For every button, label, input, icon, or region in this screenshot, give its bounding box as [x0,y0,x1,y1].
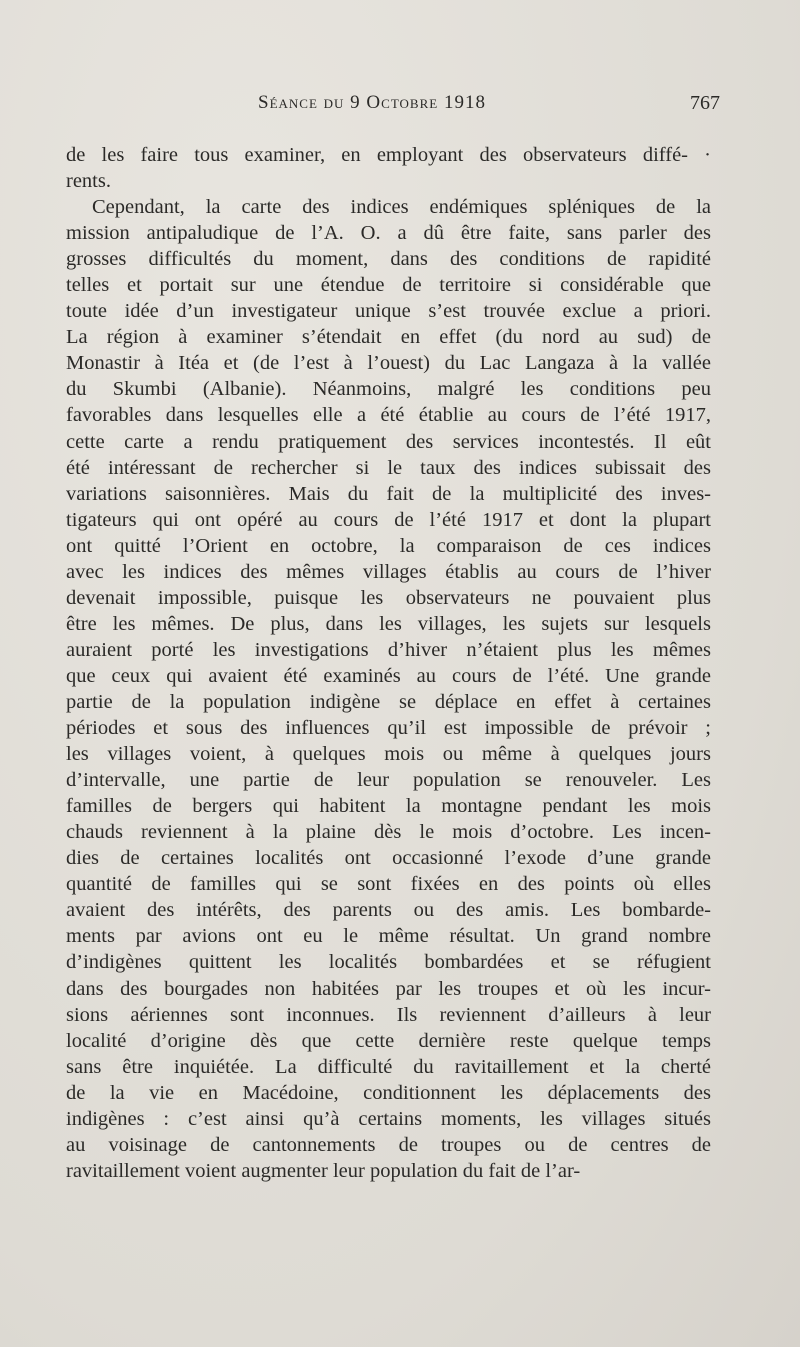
text-line: auraient porté les investigations d’hiver n’étaient plus les mêmes [66,638,711,661]
body-text [66,142,711,1184]
text-line: dans des bourgades non habitées par les troupes et où les incur- [66,977,711,1000]
text-line: cette carte a rendu pratiquement des services incontestés. Il eût [66,430,711,453]
text-line: au voisinage de cantonnements de troupes ou de centres de [66,1133,711,1156]
text-line: du Skumbi (Albanie). Néanmoins, malgré les conditions peu [66,378,711,401]
text-line: tigateurs qui ont opéré au cours de l’été 1917 et dont la plupart [66,508,711,531]
text-line: toute idée d’un investigateur unique s’est trouvée exclue a priori. [66,300,711,323]
text-line: d’intervalle, une partie de leur population se renouveler. Les [66,769,711,792]
text-line: indigènes : c’est ainsi qu’à certains moments, les villages situés [66,1107,711,1130]
text-line: favorables dans lesquelles elle a été établie au cours de l’été 1917, [66,404,711,427]
text-line: être les mêmes. De plus, dans les villages, les sujets sur lesquels [66,612,711,635]
text-line: grosses difficultés du moment, dans des conditions de rapidité [66,248,711,271]
page-number: 767 [690,92,720,114]
text-line: été intéressant de rechercher si le taux des indices subissait des [66,456,711,479]
text-line: ravitaillement voient augmenter leur population du fait de l’ar- [66,1159,581,1182]
text-line: dies de certaines localités ont occasionné l’exode d’une grande [66,847,711,870]
text-line: sans être inquiétée. La difficulté du ravitaillement et la cherté [66,1055,711,1078]
text-line: devenait impossible, puisque les observateurs ne pouvaient plus [66,586,711,609]
text-line: localité d’origine dès que cette dernière reste quelque temps [66,1029,711,1052]
text-line: quantité de familles qui se sont fixées en des points où elles [66,873,711,896]
text-line: avaient des intérêts, des parents ou des amis. Les bombarde- [66,899,711,922]
text-line: de les faire tous examiner, en employant des observateurs diffé- · [66,144,711,166]
text-line: familles de bergers qui habitent la montagne pendant les mois [66,795,711,818]
text-line: sions aériennes sont inconnues. Ils reviennent d’ailleurs à leur [66,1003,711,1026]
text-line: La région à examiner s’étendait en effet (du nord au sud) de [66,326,711,349]
text-line: ont quitté l’Orient en octobre, la comparaison de ces indices [66,534,711,557]
text-line: partie de la population indigène se déplace en effet à certaines [66,690,711,713]
text-line: chauds reviennent à la plaine dès le mois d’octobre. Les incen- [66,821,711,844]
text-line: avec les indices des mêmes villages établis au cours de l’hiver [66,560,711,583]
text-line: variations saisonnières. Mais du fait de la multiplicité des inves- [66,482,711,505]
text-line: Cependant, la carte des indices endémiques spléniques de la [92,196,711,219]
text-line: mission antipaludique de l’A. O. a dû être faite, sans parler des [66,222,711,245]
text-line: d’indigènes quittent les localités bombardées et se réfugient [66,951,711,974]
text-line: Monastir à Itéa et (de l’est à l’ouest) du Lac Langaza à la vallée [66,352,711,375]
text-line: que ceux qui avaient été examinés au cours de l’été. Une grande [66,664,711,687]
text-line: de la vie en Macédoine, conditionnent les déplacements des [66,1081,711,1104]
running-title: Séance du 9 Octobre 1918 [258,92,486,113]
running-head [60,92,720,122]
text-line: telles et portait sur une étendue de territoire si considérable que [66,274,711,297]
text-line: périodes et sous des influences qu’il est impossible de prévoir ; [66,717,711,740]
text-line: les villages voient, à quelques mois ou même à quelques jours [66,743,711,766]
text-line: rents. [66,170,111,193]
text-line: ments par avions ont eu le même résultat. Un grand nombre [66,925,711,948]
